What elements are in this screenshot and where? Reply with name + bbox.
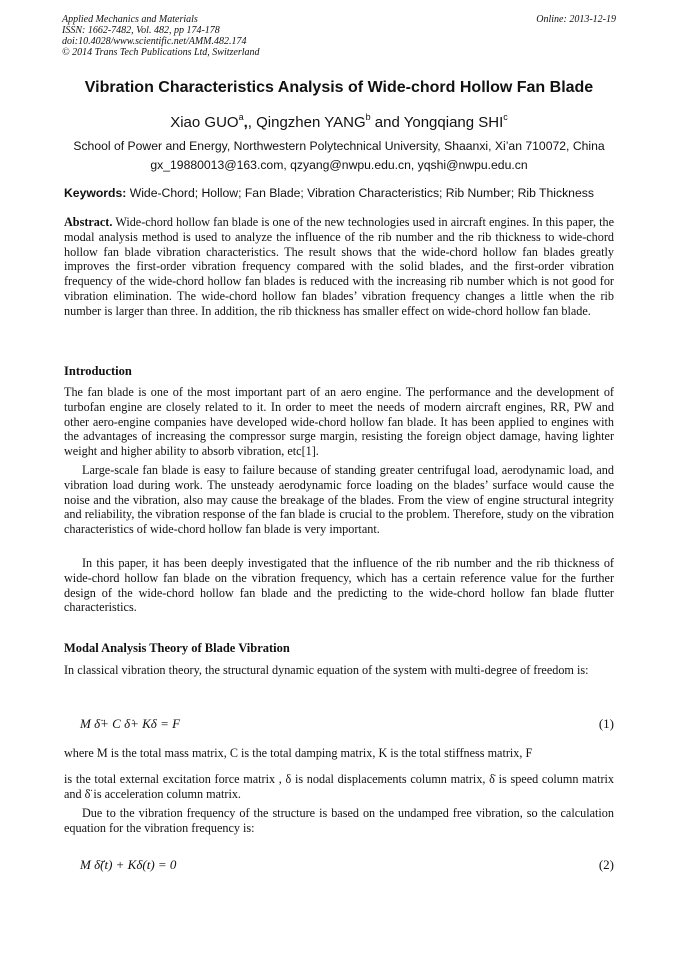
equation-2-number: (2): [598, 857, 614, 872]
author-affil-mark: b: [365, 112, 371, 122]
intro-paragraph-3-text: In this paper, it has been deeply investigated that the influence of the rib number and the rib thickness of wide-chord hollow fan blade on the vibration frequency, which has a certain reference value for the further design of the wide-chord hollow fan blade and the predicting to the wide-chord hollow fan blade flutter characteristics.: [64, 556, 614, 615]
author-emails: gx_19880013@163.com, qzyang@nwpu.edu.cn, yqshi@nwpu.edu.cn: [150, 158, 528, 172]
keywords: [64, 186, 614, 200]
abstract-text: Wide-chord hollow fan blade is one of the new technologies used in aircraft engines. In this paper, the modal analysis method is used to analyze the influence of the rib number and the rib thickness to wide-chord hollow fan blade vibration characteristics. The result shows that the wide-chord hollow fan blades greatly improves the first-order vibration frequency compared with the solid blades, and the first-order vibration frequency of the wide-chord hollow fan blades is reduced with the increasing rib number which is not good for vibration elimination. The wide-chord hollow fan blades’ vibration frequency changes a little when the rib number is larger than three. In addition, the rib thickness has smaller effect on wide-chord hollow fan blade.: [64, 215, 614, 318]
journal-doi: doi:10.4028/www.scientific.net/AMM.482.174: [62, 36, 247, 47]
equation-1-number: (1): [598, 716, 614, 731]
journal-header: [62, 14, 260, 58]
journal-name: Applied Mechanics and Materials: [62, 14, 198, 25]
author-name: Yongqiang SHI: [403, 114, 504, 131]
author-separator: ,: [243, 114, 248, 131]
intro-paragraph-3: [64, 556, 614, 615]
author-separator: ,: [247, 114, 257, 131]
journal-copyright: © 2014 Trans Tech Publications Ltd, Switzerland: [62, 47, 260, 58]
author-list: [0, 112, 678, 131]
equation-1-body: M δ̈+ C δ̇+ Kδ = F: [80, 716, 181, 731]
equation-2-body: M δ̈(t) + Kδ(t) = 0: [80, 857, 177, 872]
paper-title: Vibration Characteristics Analysis of Wide-chord Hollow Fan Blade: [84, 79, 594, 96]
abstract-label: Abstract.: [64, 215, 113, 229]
section-heading-introduction: Introduction: [64, 364, 132, 378]
affiliation: School of Power and Energy, Northwestern Polytechnical University, Shaanxi, Xi’an 710072, China: [73, 139, 605, 153]
equation-2: [80, 857, 614, 873]
modal-paragraph-1: In classical vibration theory, the structural dynamic equation of the system with multi-degree of freedom is:: [64, 663, 589, 677]
author-affil-mark: a: [238, 112, 244, 122]
intro-paragraph-1: The fan blade is one of the most important part of an aero engine. The performance and the development of turbofan engine are closely related to it. In order to meet the needs of modern aircraft engines, RR, PW and other aero-engine companies have developed wide-chord hollow fan blade. It has been applied to engines with the advantages of increasing the compressor surge margin, resisting the foreign object damage, having lighter weight and higher ability to absorb vibration, etc[1].: [64, 385, 614, 459]
author-name: Xiao GUO: [170, 114, 239, 131]
author-name: Qingzhen YANG: [256, 114, 366, 131]
where-line-2: is the total external excitation force matrix , δ is nodal displacements column matrix, δ̇ is speed column matrix and δ̈ is acceleration column matrix.: [64, 772, 614, 801]
where-line-1: where M is the total mass matrix, C is the total damping matrix, K is the total stiffness matrix, F: [64, 746, 533, 760]
keywords-list: Wide-Chord; Hollow; Fan Blade; Vibration Characteristics; Rib Number; Rib Thickness: [129, 186, 594, 200]
modal-paragraph-3: [64, 806, 614, 836]
keywords-label: Keywords:: [64, 186, 127, 200]
intro-paragraph-2-text: Large-scale fan blade is easy to failure because of standing greater centrifugal load, aerodynamic load, and vibration load during work. The unsteady aerodynamic force loading on the blades’ surface would cause the noise and the vibration, also may cause the breakage of the blades. From the view of engine structural integrity and reliability, the vibration response of the fan blade is crucial to the problem. Therefore, study on the vibration characteristics of wide-chord hollow fan blade is very important.: [64, 463, 614, 537]
intro-paragraph-2: [64, 463, 614, 537]
affiliation-block: [0, 137, 678, 175]
section-heading-modal-analysis: Modal Analysis Theory of Blade Vibration: [64, 641, 290, 655]
equation-1: [80, 716, 614, 732]
online-date: Online: 2013-12-19: [536, 14, 616, 25]
author-separator: and: [370, 114, 404, 131]
journal-issn: ISSN: 1662-7482, Vol. 482, pp 174-178: [62, 25, 220, 36]
author-affil-mark: c: [503, 112, 508, 122]
modal-paragraph-3-text: Due to the vibration frequency of the structure is based on the undamped free vibration, so the calculation equation for the vibration frequency is:: [64, 806, 614, 835]
abstract: [64, 215, 614, 319]
